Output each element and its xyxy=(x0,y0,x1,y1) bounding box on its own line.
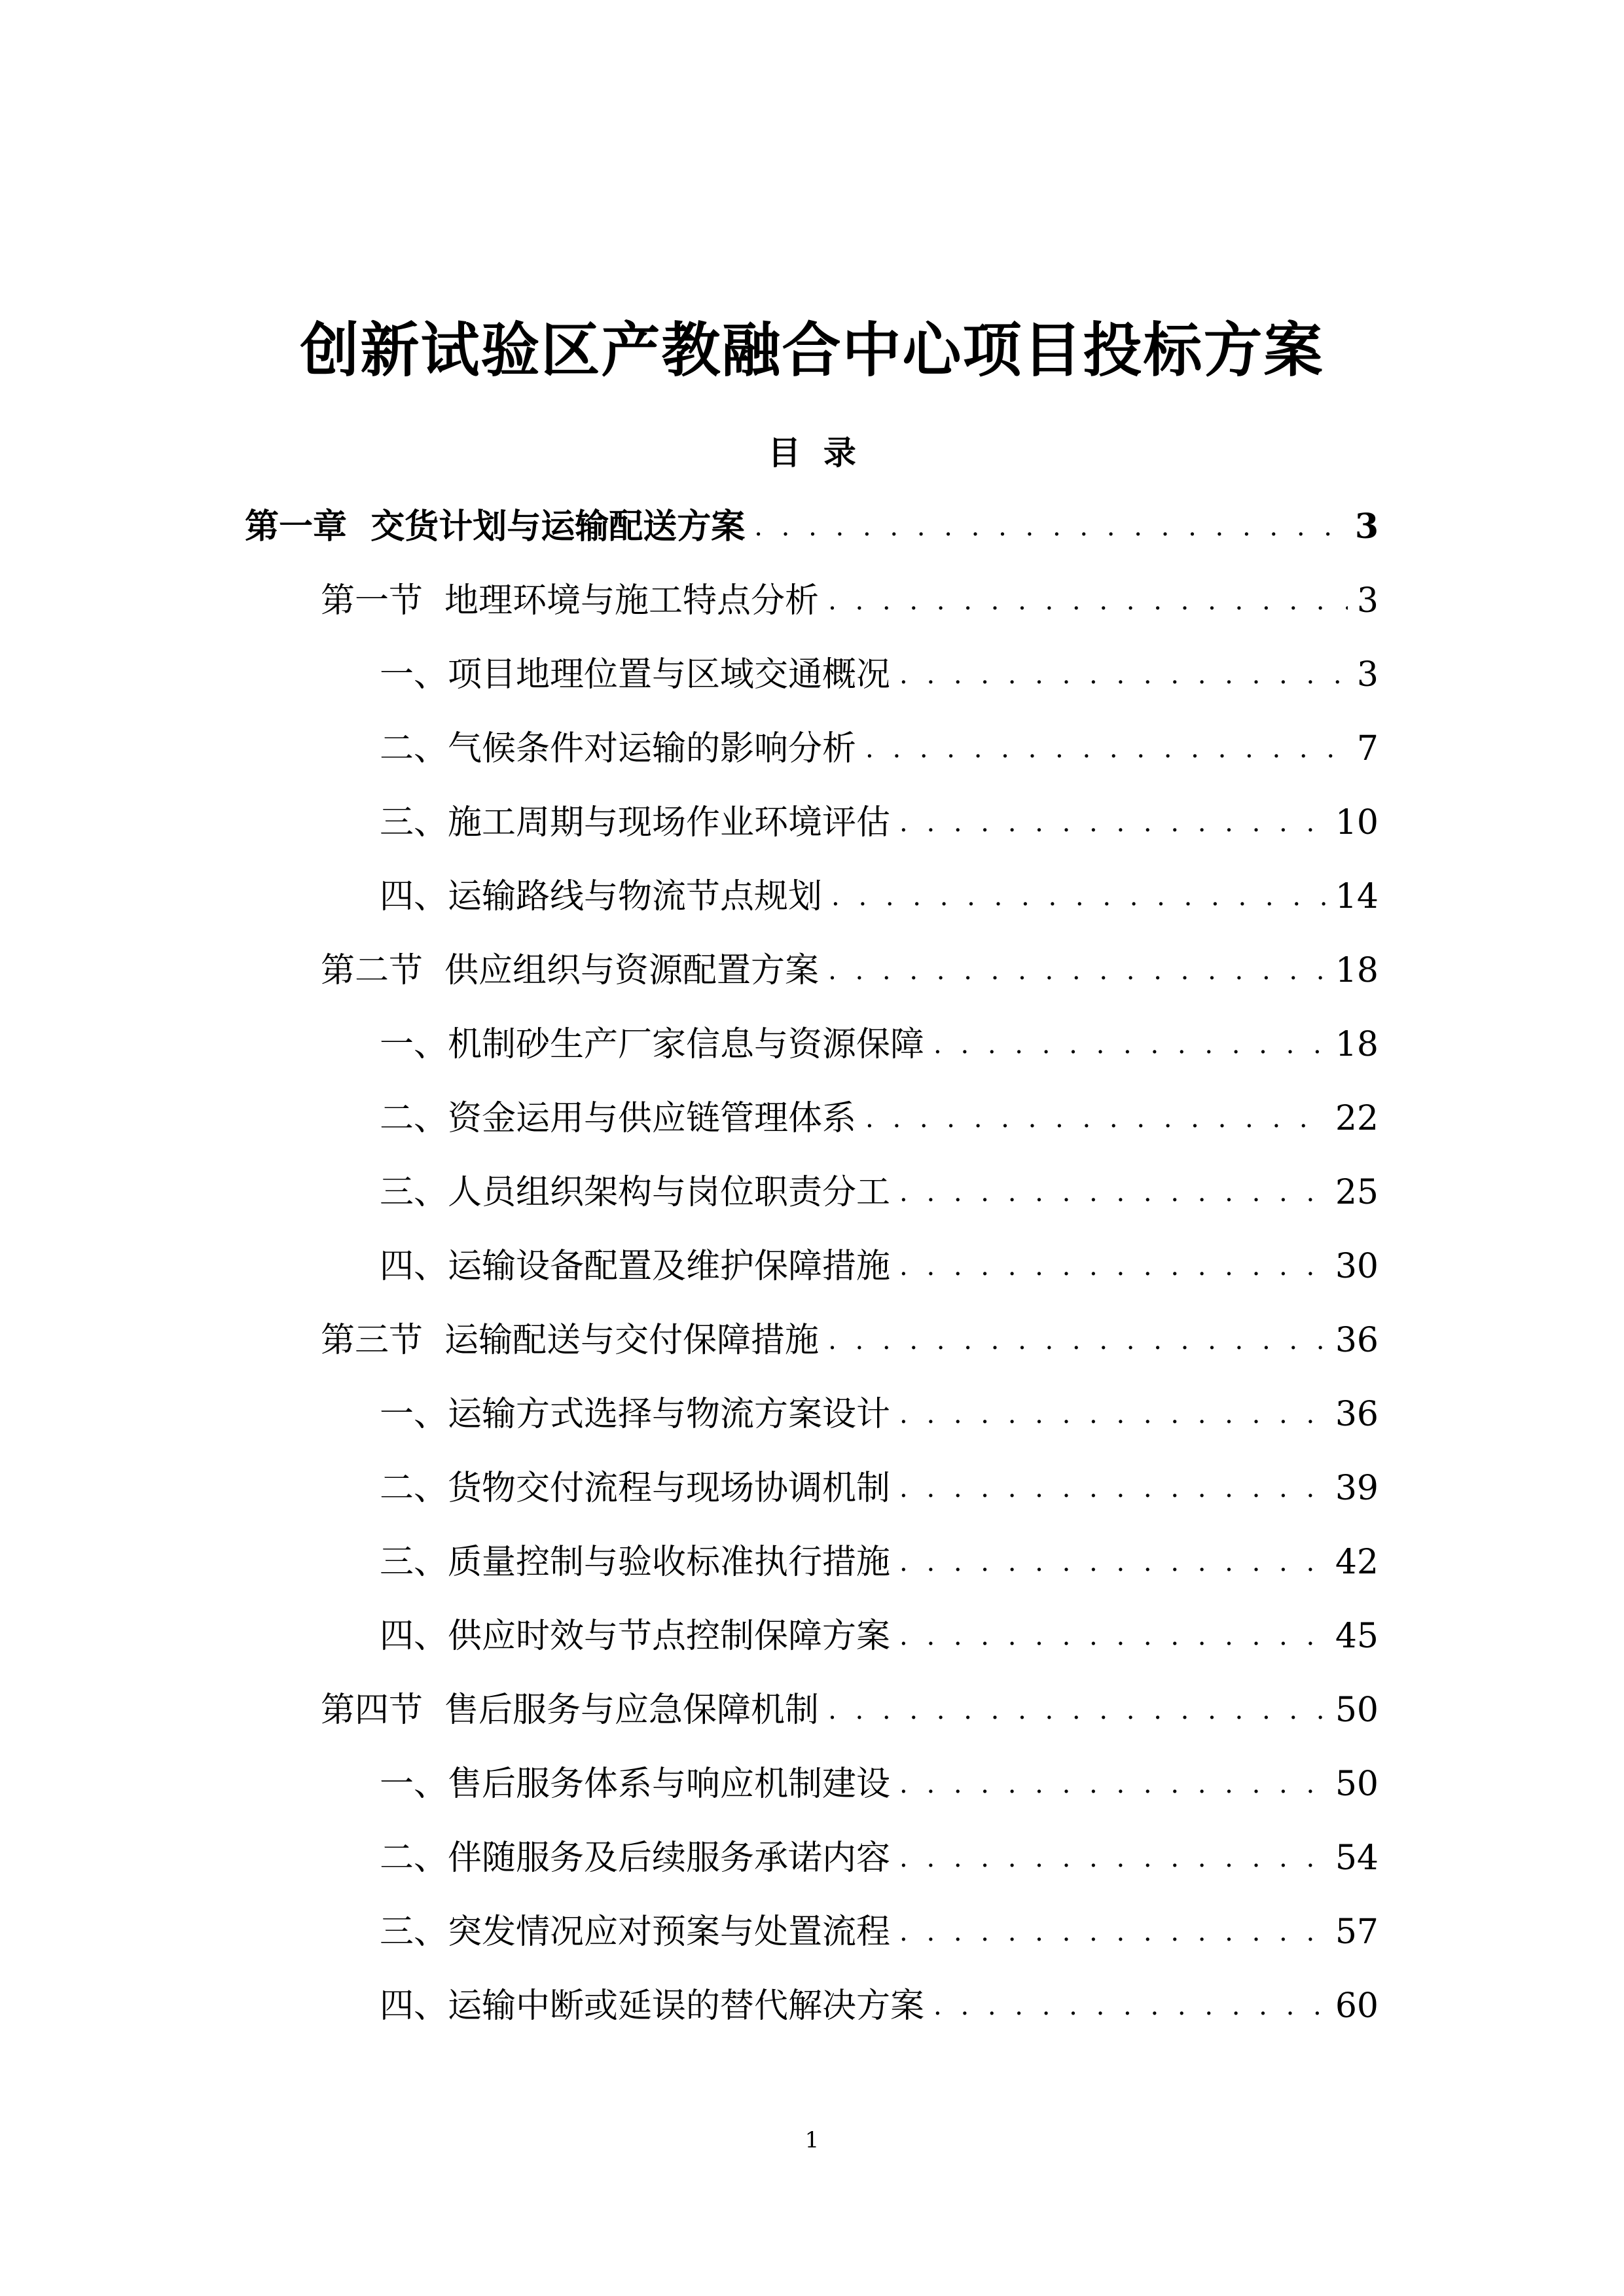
toc-entry-page: 14 xyxy=(1335,877,1379,916)
toc-entry-page: 30 xyxy=(1335,1247,1379,1286)
toc-entry-page: 54 xyxy=(1335,1839,1379,1878)
toc-entry-label: 四、运输路线与物流节点规划 xyxy=(380,877,823,916)
toc-dot-leader xyxy=(933,1015,1326,1074)
toc-entry-subsection[interactable] xyxy=(380,1607,1379,1666)
toc-heading: 目 录 xyxy=(768,433,856,472)
toc-entry-page: 22 xyxy=(1335,1099,1379,1138)
toc-dot-leader xyxy=(754,497,1346,556)
toc-entry-subsection[interactable] xyxy=(380,1755,1379,1814)
toc-entry-page: 3 xyxy=(1356,581,1379,620)
toc-dot-leader xyxy=(899,1385,1326,1444)
toc-entry-subsection[interactable] xyxy=(380,1237,1379,1296)
toc-entry-label: 一、机制砂生产厂家信息与资源保障 xyxy=(380,1025,925,1064)
toc-entry-subsection[interactable] xyxy=(380,1459,1379,1518)
toc-entry-page: 18 xyxy=(1335,951,1379,990)
toc-dot-leader xyxy=(865,719,1348,778)
toc-dot-leader xyxy=(828,941,1326,1000)
toc-entry-page: 10 xyxy=(1335,803,1379,842)
toc-entry-label: 一、售后服务体系与响应机制建设 xyxy=(380,1765,891,1804)
toc-entry-label: 三、施工周期与现场作业环境评估 xyxy=(380,803,891,842)
toc-dot-leader xyxy=(899,1459,1326,1518)
toc-entry-label: 二、货物交付流程与现场协调机制 xyxy=(380,1469,891,1508)
toc-dot-leader xyxy=(899,1163,1326,1222)
toc-dot-leader xyxy=(899,1607,1326,1666)
toc-entry-subsection[interactable] xyxy=(380,793,1379,852)
toc-entry-page: 25 xyxy=(1335,1173,1379,1212)
toc-entry-label: 第三节 运输配送与交付保障措施 xyxy=(321,1321,820,1360)
toc-dot-leader xyxy=(899,645,1348,704)
toc-entry-subsection[interactable] xyxy=(380,645,1379,704)
toc-entry-section[interactable] xyxy=(321,941,1379,1000)
toc-dot-leader xyxy=(933,1977,1326,2036)
toc-entry-subsection[interactable] xyxy=(380,719,1379,778)
toc-entry-chapter[interactable] xyxy=(245,497,1379,556)
toc-entry-section[interactable] xyxy=(321,1311,1379,1370)
toc-entry-page: 39 xyxy=(1335,1469,1379,1508)
toc-entry-page: 18 xyxy=(1335,1025,1379,1064)
toc-entry-label: 三、质量控制与验收标准执行措施 xyxy=(380,1543,891,1582)
toc-dot-leader xyxy=(899,1533,1326,1592)
toc-entry-section[interactable] xyxy=(321,1681,1379,1740)
toc-dot-leader xyxy=(828,1681,1326,1740)
toc-entry-page: 45 xyxy=(1335,1617,1379,1656)
toc-entry-page: 3 xyxy=(1356,655,1379,694)
toc-entry-subsection[interactable] xyxy=(380,1533,1379,1592)
toc-entry-label: 第一节 地理环境与施工特点分析 xyxy=(321,581,820,620)
toc-entry-section[interactable] xyxy=(321,571,1379,630)
toc-entry-subsection[interactable] xyxy=(380,1163,1379,1222)
toc-entry-page: 36 xyxy=(1335,1321,1379,1360)
toc-dot-leader xyxy=(899,1903,1326,1962)
toc-entry-label: 第一章 交货计划与运输配送方案 xyxy=(245,507,746,547)
toc-entry-label: 二、伴随服务及后续服务承诺内容 xyxy=(380,1839,891,1878)
toc-entry-page: 7 xyxy=(1356,729,1379,768)
toc-entry-label: 一、项目地理位置与区域交通概况 xyxy=(380,655,891,694)
toc-entry-subsection[interactable] xyxy=(380,1089,1379,1148)
toc-entry-label: 四、运输中断或延误的替代解决方案 xyxy=(380,1986,925,2026)
toc-entry-subsection[interactable] xyxy=(380,867,1379,926)
toc-entry-subsection[interactable] xyxy=(380,1903,1379,1962)
toc-entry-page: 50 xyxy=(1335,1765,1379,1804)
toc-entry-subsection[interactable] xyxy=(380,1385,1379,1444)
toc-dot-leader xyxy=(831,867,1326,926)
toc-dot-leader xyxy=(865,1089,1326,1148)
toc-entry-page: 50 xyxy=(1335,1691,1379,1730)
toc-dot-leader xyxy=(899,1237,1326,1296)
toc-entry-subsection[interactable] xyxy=(380,1977,1379,2036)
toc-dot-leader xyxy=(899,1829,1326,1888)
toc-entry-label: 四、供应时效与节点控制保障方案 xyxy=(380,1617,891,1656)
toc-entry-label: 一、运输方式选择与物流方案设计 xyxy=(380,1395,891,1434)
toc-dot-leader xyxy=(899,1755,1326,1814)
toc-entry-label: 二、资金运用与供应链管理体系 xyxy=(380,1099,857,1138)
toc-entry-page: 57 xyxy=(1335,1912,1379,1952)
document-title: 创新试验区产教融合中心项目投标方案 xyxy=(300,315,1324,385)
toc-dot-leader xyxy=(828,1311,1326,1370)
toc-entry-label: 三、突发情况应对预案与处置流程 xyxy=(380,1912,891,1952)
toc-entry-subsection[interactable] xyxy=(380,1829,1379,1888)
toc-entry-label: 三、人员组织架构与岗位职责分工 xyxy=(380,1173,891,1212)
toc-entry-label: 第四节 售后服务与应急保障机制 xyxy=(321,1691,820,1730)
toc-dot-leader xyxy=(899,793,1326,852)
toc-entry-label: 第二节 供应组织与资源配置方案 xyxy=(321,951,820,990)
toc-entry-page: 60 xyxy=(1335,1986,1379,2026)
toc-entry-label: 二、气候条件对运输的影响分析 xyxy=(380,729,857,768)
toc-entry-page: 3 xyxy=(1354,507,1379,547)
toc-entry-label: 四、运输设备配置及维护保障措施 xyxy=(380,1247,891,1286)
toc-entry-subsection[interactable] xyxy=(380,1015,1379,1074)
toc-entry-page: 42 xyxy=(1335,1543,1379,1582)
page-number: 1 xyxy=(804,2127,820,2153)
toc-dot-leader xyxy=(828,571,1348,630)
toc-entry-page: 36 xyxy=(1335,1395,1379,1434)
